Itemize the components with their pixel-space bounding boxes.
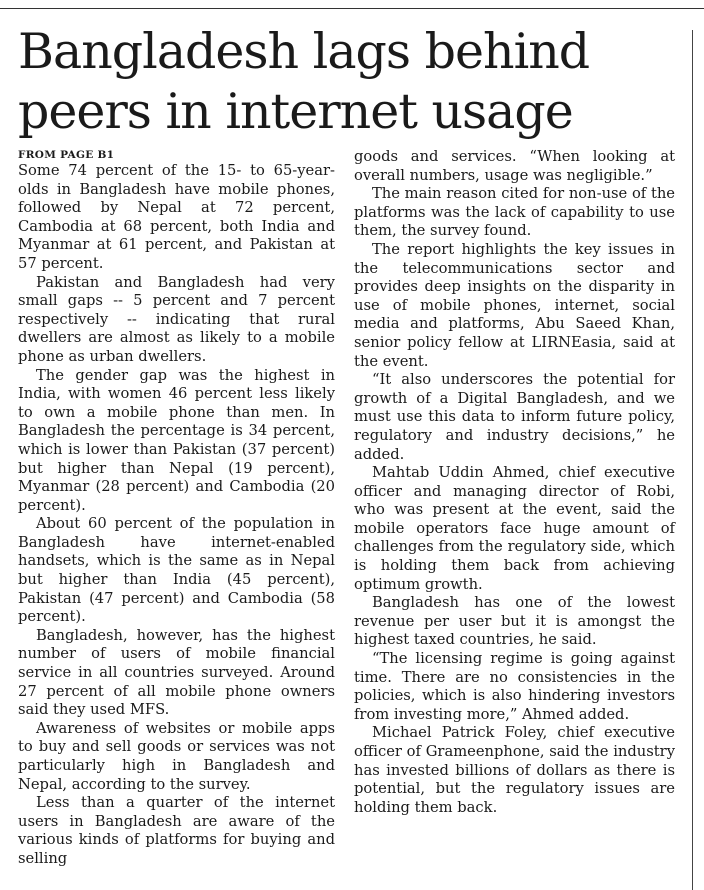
paragraph: About 60 percent of the population in Bangladesh have internet-enabled handsets, which is the same as in Nepal but higher than India (45 percent), Pakistan (47 percent) and Cambodia (58 percent). — [18, 515, 335, 626]
paragraph: The gender gap was the highest in India, with women 46 percent less likely to own a mobile phone than men. In Bangladesh the percentage is 34 percent, which is lower than Pakistan (37 percent) but higher than Nepal (19 percent), Myanmar (28 percent) and Cambodia (20 percent). — [18, 366, 335, 514]
paragraph: The report highlights the key issues in the telecommunications sector and provides deep insights on the disparity in use of mobile phones, internet, social media and platforms, Abu Saeed Khan, senior policy fellow at LIRNEasia, said at the event. — [354, 240, 675, 370]
column-rule — [692, 30, 693, 890]
headline: Bangladesh lags behind peers in internet usage — [18, 23, 590, 140]
paragraph: Awareness of websites or mobile apps to buy and sell goods or services was not particularly high in Bangladesh and Nepal, according to the survey. — [18, 719, 335, 793]
article-column-right — [354, 148, 675, 817]
paragraph: Some 74 percent of the 15- to 65-year-olds in Bangladesh have mobile phones, followed by Nepal at 72 percent, Cambodia at 68 percent, both India and Myanmar at 61 percent, and Pakistan at 57 percent. — [18, 162, 335, 272]
paragraph: Michael Patrick Foley, chief executive officer of Grameenphone, said the industry has invested billions of dollars as there is potential, but the regulatory issues are holding them back. — [354, 724, 675, 816]
paragraph: Bangladesh, however, has the highest number of users of mobile financial service in all countries surveyed. Around 27 percent of all mobile phone owners said they used MFS. — [18, 626, 335, 719]
article-column-left — [18, 148, 335, 869]
paragraph: Mahtab Uddin Ahmed, chief executive officer and managing director of Robi, who was present at the event, said the mobile operators face huge amount of challenges from the regulatory side, which is holding them back from achieving optimum growth. — [354, 464, 675, 593]
top-rule — [0, 8, 704, 9]
paragraph: The main reason cited for non-use of the platforms was the lack of capability to use them, the survey found. — [354, 185, 675, 240]
paragraph: Pakistan and Bangladesh had very small gaps -- 5 percent and 7 percent respectively -- indicating that rural dwellers are almost as likely to a mobile phone as urban dwellers. — [18, 273, 335, 365]
paragraph: “It also underscores the potential for growth of a Digital Bangladesh, and we must use this data to inform future policy, regulatory and industry decisions,” he added. — [354, 371, 675, 463]
paragraph: goods and services. “When looking at overall numbers, usage was negligible.” — [354, 148, 675, 184]
paragraph: Less than a quarter of the internet users in Bangladesh are aware of the various kinds of platforms for buying and selling — [18, 794, 335, 867]
page-jump-label: FROM PAGE B1 — [18, 149, 115, 161]
paragraph: “The licensing regime is going against time. There are no consistencies in the policies, which is also hindering investors from investing more,” Ahmed added. — [354, 650, 675, 723]
paragraph: Bangladesh has one of the lowest revenue per user but it is amongst the highest taxed countries, he said. — [354, 594, 675, 649]
